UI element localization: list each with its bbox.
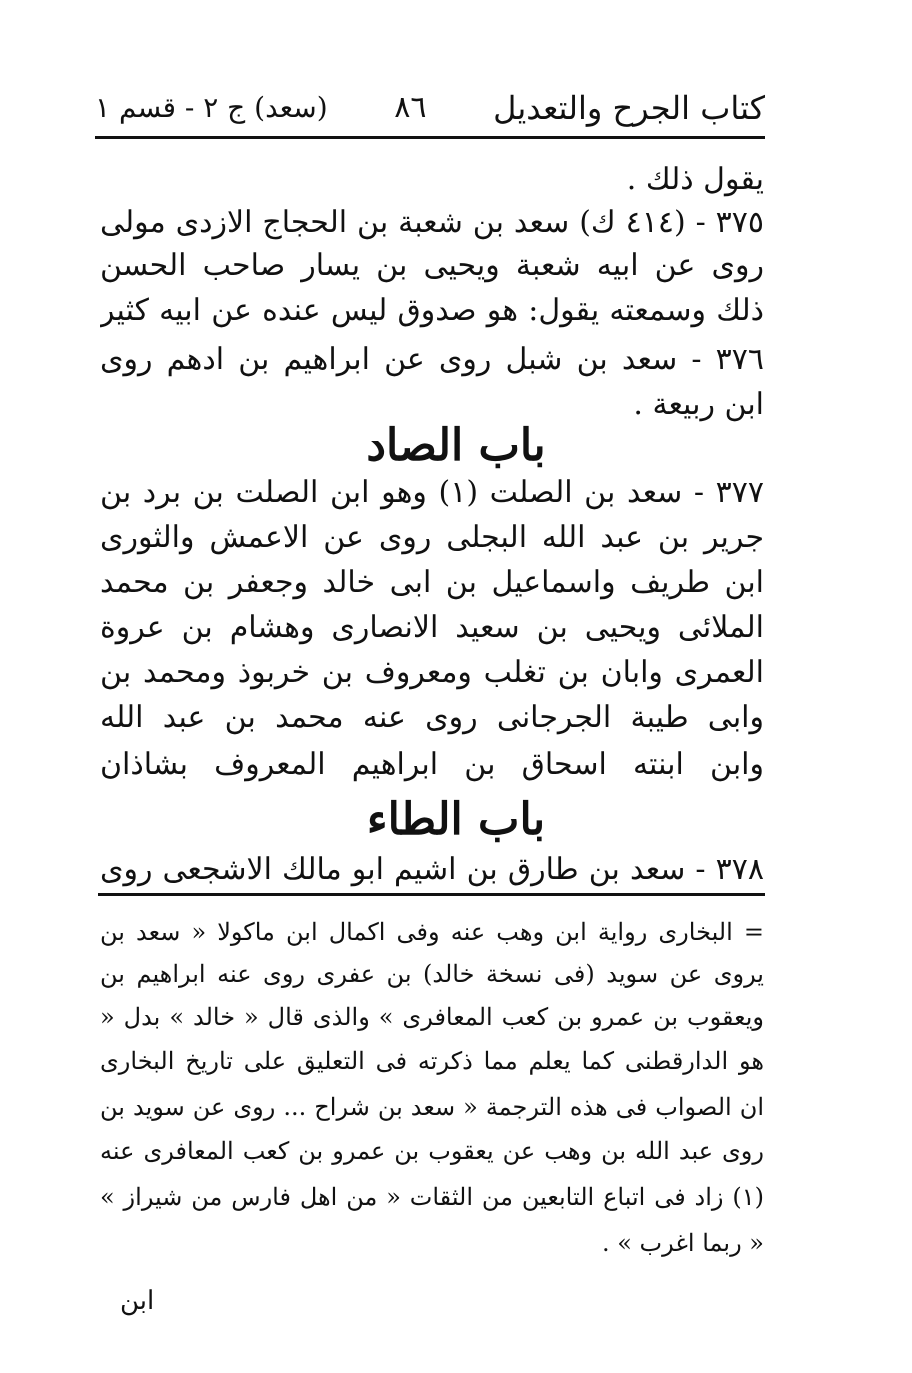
running-header <box>95 80 765 135</box>
page-number: ٨٦ <box>394 90 427 125</box>
body-line: العمرى وابان بن تغلب ومعروف بن خربوذ ومحمد بن <box>100 655 764 690</box>
body-line: وابى طيبة الجرجانى روى عنه محمد بن عبد الله <box>100 700 764 735</box>
section-heading-sad: باب الصاد <box>366 420 546 471</box>
footnote-rule <box>98 893 765 896</box>
footnote-line: هو الدارقطنى كما يعلم مما ذكرته فى التعليق على تاريخ البخارى <box>100 1047 764 1075</box>
footnote-line: « ربما اغرب » . <box>601 1229 764 1257</box>
body-line: ذلك وسمعته يقول: هو صدوق ليس عنده عن ابيه كثير <box>100 293 764 328</box>
footnote-line: = البخارى رواية ابن وهب عنه وفى اكمال ابن ماكولا « سعد بن <box>100 918 764 946</box>
volume-info: (سعد) ج ٢ - قسم ١ <box>95 91 328 124</box>
catchword: ابن <box>120 1286 155 1316</box>
body-line: ابن ربيعة . <box>633 387 764 422</box>
body-line: جرير بن عبد الله البجلى روى عن الاعمش والثورى <box>100 520 764 555</box>
entry-375: ٣٧٥ - (٤١٤ ك) سعد بن شعبة بن الحجاج الازدى مولى <box>100 205 764 240</box>
footnote-line: ويعقوب بن عمرو بن كعب المعافرى » والذى قال « خالد » بدل « <box>100 1003 764 1031</box>
body-line: روى عن ابيه شعبة ويحيى بن يسار صاحب الحسن <box>100 248 764 283</box>
entry-376: ٣٧٦ - سعد بن شبل روى عن ابراهيم بن ادهم روى <box>100 342 764 377</box>
section-heading-ta: باب الطاء <box>366 794 546 845</box>
footnote-1: (١) زاد فى اتباع التابعين من الثقات « من اهل فارس من شيراز » <box>100 1183 764 1211</box>
body-line: ابن طريف واسماعيل بن ابى خالد وجعفر بن محمد <box>100 565 764 600</box>
entry-377: ٣٧٧ - سعد بن الصلت (١) وهو ابن الصلت بن برد بن <box>100 475 764 510</box>
book-title: كتاب الجرح والتعديل <box>493 88 765 127</box>
footnote-line: روى عبد الله بن وهب عن يعقوب بن عمرو بن كعب المعافرى عنه <box>100 1137 764 1165</box>
body-line: يقول ذلك . <box>626 162 764 197</box>
footnote-line: يروى عن سويد (فى نسخة خالد) بن عفرى روى عنه ابراهيم بن <box>100 960 764 988</box>
body-line: الملائى ويحيى بن سعيد الانصارى وهشام بن عروة <box>100 610 764 645</box>
footnote-line: ان الصواب فى هذه الترجمة « سعد بن شراح ... روى عن سويد بن <box>100 1093 764 1121</box>
header-rule <box>95 136 765 139</box>
entry-378: ٣٧٨ - سعد بن طارق بن اشيم ابو مالك الاشجعى روى <box>100 852 764 887</box>
body-line: وابن ابنته اسحاق بن ابراهيم المعروف بشاذان <box>100 747 764 782</box>
